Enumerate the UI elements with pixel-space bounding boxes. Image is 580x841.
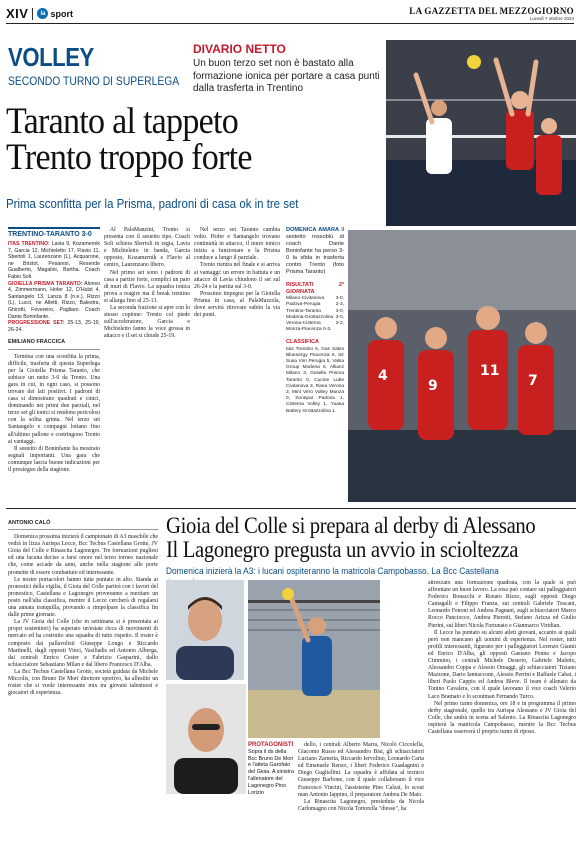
article2-headline-line-1: Gioia del Colle si prepara al derby di Alessano [166, 513, 536, 538]
results-column [286, 227, 344, 415]
section-divider [6, 508, 576, 509]
page-number: XIV [6, 6, 29, 21]
article2-col2 [428, 580, 576, 736]
issue-date: Lunedì 7 ottobre 2024 [529, 16, 574, 21]
headline-line-2: Trento troppo forte [6, 137, 252, 178]
volley-photo-top-image [386, 40, 576, 226]
progression-label: PROGRESSIONE SET: [8, 320, 65, 327]
gioiella-lineup: Alonso 4, Zimmermann, Hofer 12, D'Hulst 4, Santangelo 13, Lanza 8 (n.e.), Rizzo (L), Lucci, ne Alletti, Rizzo, Balestra, Ghirotti, Fevereiro, Pagliaro. Coach Dante Boninfante. [8, 280, 101, 320]
article1-col2-p3: La seconda frazione si apre con lo stesso copione: Trento col piede sull'acceleratore, Garcia e Michieletto fanno la voce grossa in attacco e il set si chiude 25-19. [104, 305, 190, 340]
article2-col1-p2: Le nostre portacolori hanno tutte puntato in alto. Standa ai pronostici della vigilia, il Gioia del Colle partirà con i favori del pronostico, Castellana e Lagonegro proveranno a meritare un posto nell'alta classifica, mentre il Lecce cercherà di regalarsi una annata tranquilla, provando a rimpolpare la classifica fin dalle prime giornate. [8, 576, 158, 619]
article1-col3-p2: Trento rientra nel finale e si arriva ai vantaggi: un errore in battuta e un attacco di Lavia chiudono il set sul 26-24 e la partita sul 3-0. [194, 262, 280, 290]
player-photo-garofalo [248, 580, 380, 738]
article1-byline: EMILIANO FRACCICA [8, 339, 100, 349]
photo1-caption [286, 227, 344, 276]
protagonisti-title: PROTAGONISTI [248, 742, 294, 748]
results-text: Milano-Civitanova 3-0, Padova-Perugia 2-3, Trentino-Taranto 3-0, Modena-Grottazzolina 3-0, Verona-Cisterna 3-2, Monza-Piacenza 0-3. [286, 296, 344, 333]
main-headline [6, 101, 352, 178]
volley-photo-team [348, 230, 576, 502]
masthead-title: LA GAZZETTA DEL MEZZOGIORNO [409, 6, 574, 16]
gioiella-label: GIOIELLA PRISMA TARANTO: [8, 280, 83, 287]
score-box-title: TRENTINO-TARANTO 3-0 [8, 227, 100, 238]
portrait-de-mori-image [166, 580, 244, 680]
main-subhead: Prima sconfitta per la Prisma, padroni di casa ok in tre set [6, 196, 299, 211]
article2-col2-p2: Il Lecce ha puntato su alcuni atleti giovani, accanto ai quali però non mancano gli uomini di esperienza. Nel roster, tutti profili interessanti, figurano per i palleggiatori Lorenzo Gianni ed Enrico D'Alba, gli opposti Gaetano Penna e Jacopo Cimmino, i centrali Michele Deserio, Gabriele Maletto, Alessandro Coppa e Alessio Omaggi, gli schiacciatori Tiziano Mazzone, Dario Iannaccone, Alessio Perrini e Raffaele Cabai, i liberi Paolo Cappio ed Andrea Bleve. Il team è allenato da Tonino Cavalera, con il quale lavorano il vice coach Valerio Laco Bramato e lo scoutman Fernando Turco. [428, 629, 576, 700]
svg-text:9: 9 [428, 378, 438, 394]
article1-col2-p2: Nel primo set sono i padroni di casa a partire forte, complici un paio di muri di Flavio. La squadra ionica prova a reagire ma il break trentino si allarga fino al 25-13. [104, 269, 190, 304]
article2-col1-p4: La Bcc Tecbus Castellana Grotte, società guidata da Michele Miccolis, con Bruno De Mori direttore sportivo, ha allestito un roster che si vuole interessante mix tra giovani talentuosi e giocatori di esperienza. [8, 668, 158, 697]
article1-col1-p1: Termina con una sconfitta la prima, difficile, trasferta di questa Superlega per la Gioiella Prisma Taranto, che subisce un netto 3-0 da Trento. Una gara in cui, in ogni caso, si possono trovare dei lati positivi. I padroni di casa si dimostrano quadrati e cinici, dominando nei primi due parziali, nel terzo set gli ionici si rendono pericolosi con la solita grinta. Nel terzo set Santangelo e compagni lottano fino all'ultimo pallone e costringono Trento ai vantaggi. [8, 353, 100, 445]
header-divider [32, 8, 33, 20]
article2-col-mid [298, 742, 424, 813]
svg-text:4: 4 [378, 368, 388, 384]
divario-title: DIVARIO NETTO [193, 42, 286, 56]
section-kicker-sub: SECONDO TURNO DI SUPERLEGA [8, 76, 180, 88]
portrait-lorizio-image [166, 684, 246, 794]
photo1-caption-text: Il sestetto rossoblù di coach Dante Boninfante ha perso 3-0 la sfida in trasferta contro Trento [286, 227, 344, 268]
svg-text:11: 11 [480, 363, 500, 379]
article1-col3-p1: Nel terzo set Taranto cambia volto. Hofer e Santangelo trovano continuità in attacco, il muro ionico inizia a funzionare e la Prisma conduce a lungo il parziale. [194, 227, 280, 262]
protagonisti-text: Sopra il ds della Bcc Bruno De Mori e l'atleta Garofalo del Gioia. A sinistra l'allenatore del Lagonegro Pino Lorizio [248, 748, 294, 796]
article2-col1-p3: La JV Gioia del Colle (che in settimana si è presentata ai propri sostenitori) ha superato un'estate ricca di movimenti di mercato ed ha costruito una squadra di tutto rispetto. Il roster è composto dai pallavolisti Giuseppe Longo e Riccardo Martinelli, dagli opposti Vinci, Vasiliadis ed Antonio Alberga, dai centrali Enrico Cester e Fabrizio Gasparini, dallo schiacciatore Sebastiano Milan e dal libero Francesco D'Alba. [8, 619, 158, 668]
article1-col3-p3: Prossimo impegno per la Gioiella Prisma in casa, al PalaMazzola, dove servirà ritrovare subito la via dei punti. [194, 290, 280, 319]
score-box-body [8, 241, 100, 333]
protagonisti-caption [248, 742, 294, 796]
headline-line-1: Taranto al tappeto [6, 101, 238, 142]
article2-col2-p3: Nel primo turno domenica, ore 18 e in programma il primo derby stagionale, quello tra Aurispa Alessano e JV Gioia del Colle, che andrà in scena ad Salento. La Rinascita Lagonegro ospiterà la matricola Campobasso, mentre la Bcc Tecbus Castellana osserverà il proprio turno di riposo. [428, 700, 576, 735]
progression-score: 25-13, 25-19, 26-24. [8, 320, 100, 333]
page-header [6, 4, 574, 24]
article1-col1-p2: Il sestetto di Boninfante ha mostrato segnali importanti. Una gara che comunque lascia buone indicazioni per il prosieguo della stagione. [8, 445, 100, 473]
itas-label: ITAS TRENTINO: [8, 241, 50, 248]
player-photo-garofalo-image [248, 580, 380, 738]
photo1-caption-credit: (foto Prisma Taranto) [286, 262, 344, 275]
article2-subhead: Domenica inizierà la A3: i lucani ospiteranno la matricola Campobasso. La Bcc Castellana [166, 566, 499, 577]
masthead [409, 6, 574, 21]
standings-text: Itas Trentino 6, Gas Sales Bluenergy Piacenza 6, Sir Susa Vim Perugia 5, Valsa Group Modena 6, Allianz Milano 3, Gioiella Prisma Taranto 0, Cucine Lube Civitanova 3, Rana Verona 3, Mint Vero Volley Monza 0, Sonepar Padova 1, Cisterna Volley 1, Yuasa Battery Grottazzolina 1. [286, 346, 344, 414]
results-title: RISULTATI 2ª GIORNATA [286, 282, 344, 296]
volley-photo-team-image [348, 230, 576, 502]
article1-col2-p1: Al PalaManzini, Trento si presenta con il sestetto tipo. Coach Soli schiera Sbertoli in regia, Lavia e Michieletto in banda, Garcia opposto, Kozamernik e Flavio al centro, Laurenzano libero. [104, 227, 190, 269]
article2-colmid-p1: dello, i centrali Alberto Marra, Nicolò Ciccolella, Giacomo Russo ed Alessandro Bisi, gli schiacciatori Luciano Zarnetta, Riccardo Iervolino, Leonardo Carta ed Emanuele Renzo, i liberi Federico Guadagnini e Diego Gugliellmi. La squadra è affidata al tecnico Giuseppe Barbone, con il quale collaborano il vice Francesco Vincini, l'assistente Pino Calzai, lo scout man Antonio Iappino, il preparatore Andrea De Maio. [298, 742, 424, 798]
standings-title: CLASSIFICA [286, 339, 319, 346]
itas-lineup: Lavia 9, Kozamernik 7, Garcia 12, Michieletto 17, Flavio 11, Sbertoli 1, Laurenzano (L), Acquarone, ne Bristot, Pesaresi, Resende Gualberto, Magalini, Bartha. Coach Fabio Soli. [8, 241, 100, 281]
score-box [8, 227, 100, 474]
article2-col2-p1: attrezzato una formazione quadrata, con la quale si può affrontare un buon lavoro. La rosa può contare sui palleggiatori Federico Bonacchi e Renato Rizzo, sugli opposti Diego Cantagalli e Filippo Franza, sui centrali Gabriele Toscani, Leonardo Fenoni ed Andrea Pagnani, sugli schiacciatori Marco Rocco Panciocco, Andrea Pierotti, Stefano Arizza ed Giulio Pierini, sui liberi Nicola Fortunato e Gianmarco Viridian. [428, 580, 576, 629]
divario-text: Un buon terzo set non è bastato alla formazione ionica per portare a casa punti dalla trasferta in Trentino [193, 58, 380, 94]
article2-headline-line-2: Il Lagonegro pregusta un avvio in scioltezza [166, 537, 519, 562]
article1-col2 [104, 227, 190, 341]
portrait-de-mori [166, 580, 244, 680]
volley-photo-top [386, 40, 576, 226]
article2-byline: ANTONIO CALÒ [8, 520, 158, 530]
section-logo-text: sport [50, 8, 73, 19]
divario-box [193, 42, 383, 96]
svg-text:7: 7 [528, 373, 538, 389]
section-logo-icon: la [37, 8, 48, 19]
article2-headline [166, 514, 537, 562]
portrait-lorizio [166, 684, 246, 794]
section-logo [37, 8, 73, 19]
article2-col1 [8, 520, 158, 697]
photo1-caption-name: DOMENICA AMARA [286, 227, 340, 233]
article2-colmid-p2: La Rinascita Lagonegro, presieduta da Nicola Carlomagno con Nicola Tortorella "diesse", ha [298, 798, 424, 812]
article1-col3 [194, 227, 280, 319]
article2-col1-p1: Domenica prossima inizierà il campionato di A3 maschile che vedrà in lizza Aurispa Lecce, Bcc Tecbus Castellana Grotte, JV Gioia del Colle e Rinascita Lagonegro. Tre formazioni pugliesi ed una lucana decise a farsi onore nel terzo torneo nazionale che, come accade da anni, anche nella stagione alle porte promette di essere combattuto ed interessante. [8, 534, 158, 576]
section-kicker: VOLLEY [8, 42, 94, 72]
